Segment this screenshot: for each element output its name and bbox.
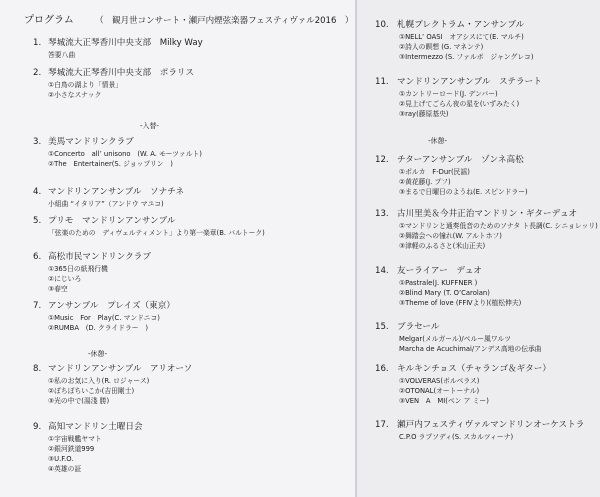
performer-name: アンサンブル プレイズ（東京）: [48, 301, 175, 311]
piece-title: ①宇宙戦艦ヤマト: [48, 435, 102, 443]
entry-number: 5.: [33, 216, 42, 226]
piece-title: 答要八曲: [48, 51, 76, 59]
program-title: プログラム: [24, 15, 74, 26]
entry-number: 9.: [33, 422, 42, 432]
entry-number: 8.: [33, 364, 42, 374]
performer-name: ブラセール: [397, 322, 440, 332]
piece-title: ③VEN A MI(ベン ア ミー): [399, 397, 489, 405]
piece-title: ②ぼちぼちいこか(吉田剛士): [48, 387, 135, 395]
entry-number: 12.: [375, 155, 389, 165]
break-change-1: -入替-: [140, 122, 160, 130]
performer-name: 札幌プレクトラム・アンサンブル: [397, 20, 525, 30]
piece-title: ①Pastrale(J. KUFFNER ): [399, 279, 478, 287]
performer-name: 美馬マンドリンクラブ: [48, 137, 134, 147]
performer-name: 琴城流大正琴香川中央支部 ポラリス: [48, 68, 194, 78]
piece-title: ①NELL’ OASI オアシスにて(E. マルチ): [399, 33, 524, 41]
entry-number: 10.: [375, 20, 389, 30]
piece-title: ①VOLVERAS(ボルベラス): [399, 377, 480, 385]
piece-title: ①白鳥の湖より「情景」: [48, 81, 123, 89]
break-intermission-2: -休憩-: [428, 137, 448, 145]
piece-title: ③ray(藤原基央): [399, 110, 449, 118]
piece-title: ①マンドリンと通奏低音のためのソナタ ト長調(C. シニョレッリ): [399, 222, 598, 230]
piece-title: ③春空: [48, 285, 68, 293]
piece-title: ②にじいろ: [48, 275, 82, 283]
piece-title: ②銀河鉄道999: [48, 445, 95, 453]
performer-name: 高松市民マンドリンクラブ: [48, 252, 151, 262]
piece-title: ①私のお気に入り(R. ロジャース): [48, 377, 150, 385]
performer-name: チターアンサンブル ゾンネ高松: [397, 155, 524, 165]
piece-title: ③光の中で(湯淺 勝): [48, 397, 110, 405]
performer-name: マンドリンアンサンブル ステラート: [397, 77, 542, 87]
entry-number: 6.: [33, 252, 42, 262]
program-header: [24, 11, 353, 26]
piece-title: ③まるで日曜日のようね(E. スピンドラー): [399, 188, 528, 196]
performer-name: プリモ マンドリンアンサンブル: [48, 216, 176, 226]
break-intermission-1: -休憩-: [88, 350, 108, 358]
piece-title: ①Music For Play(C. マンドニコ): [48, 314, 160, 322]
piece-title: ②The Entertainer(S. ジョップリン ): [48, 160, 173, 168]
performer-name: 琴城流大正琴香川中央支部 Milky Way: [48, 38, 203, 48]
program-subtitle: （ 観月世コンサート・瀬戸内煙弦楽器フェスティヴァル2016 ）: [95, 16, 354, 26]
performer-name: 友ーライアー デュオ: [397, 266, 482, 276]
performer-name: 高知マンドリン土曜日会: [48, 422, 143, 432]
piece-title: ③Intermezzo (S. ファルボ ジャングレコ): [399, 53, 534, 61]
piece-title: ④英雄の証: [48, 465, 82, 473]
piece-title: Melgar(メルガール)/ペルー風ワルツ: [399, 335, 512, 343]
right-page: [357, 0, 600, 497]
entry-number: 16.: [375, 364, 389, 374]
piece-title: ①Concerto all’ unisono (W. A. モーツァルト): [48, 150, 202, 158]
piece-title: ②Blind Mary (T. O’Carolan): [399, 289, 490, 297]
piece-title: ②見上げてごらん夜の星を(いずみたく): [399, 100, 520, 108]
piece-title: ②OTONAL(オートーナル): [399, 387, 480, 395]
entry-number: 17.: [375, 420, 389, 430]
entry-number: 13.: [375, 209, 389, 219]
piece-title: ③Theme of love (FFⅣより)(植松伸夫): [399, 299, 522, 307]
entry-number: 3.: [33, 137, 42, 147]
piece-title: Marcha de Acuchimai/アンデス高地の伝承曲: [399, 345, 542, 353]
entry-number: 1.: [33, 38, 42, 48]
piece-title: 小組曲 “イタリア”（アンドウ マユコ): [48, 200, 164, 208]
performer-name: キルキンチョス（チャランゴ＆ギター）: [397, 364, 551, 374]
piece-title: ③津軽のふるさと(米山正夫): [399, 242, 486, 250]
piece-title: C.P.O ラプソディ(S. スカルツィーナ): [399, 433, 514, 441]
entry-number: 11.: [375, 77, 389, 87]
piece-title: ①カントリーロード(J. デンバー): [399, 90, 498, 98]
performer-name: マンドリンアンサンブル ソナチネ: [48, 187, 185, 197]
piece-title: ③U.F.O.: [48, 455, 74, 463]
performer-name: マンドリンアンサンブル アリオーソ: [48, 364, 193, 374]
entry-number: 7.: [33, 301, 42, 311]
piece-title: 「弦楽のための ディヴェルティメント」より第一楽章(B. バルトーク): [48, 229, 265, 237]
piece-title: ②小さなスナック: [48, 91, 102, 99]
piece-title: ②舞踏会への憧れ(W. アルトホフ): [399, 232, 502, 240]
performer-name: 古川里美＆今井正治マンドリン・ギターデュオ: [397, 209, 578, 219]
entry-number: 4.: [33, 187, 42, 197]
piece-title: ②詩人の瞑想 (G. マネンテ): [399, 43, 484, 51]
piece-title: ②RUMBA (D. クライドラー ): [48, 324, 148, 332]
entry-number: 2.: [33, 68, 42, 78]
entry-number: 15.: [375, 322, 389, 332]
piece-title: ②黄花藤(J. プフ): [399, 178, 451, 186]
performer-name: 瀬戸内フェスティヴァルマンドリンオーケストラ: [397, 420, 585, 430]
piece-title: ①365日の紙飛行機: [48, 265, 108, 273]
piece-title: ①ポルカ F-Dur(民謡): [399, 168, 470, 176]
entry-number: 14.: [375, 266, 389, 276]
